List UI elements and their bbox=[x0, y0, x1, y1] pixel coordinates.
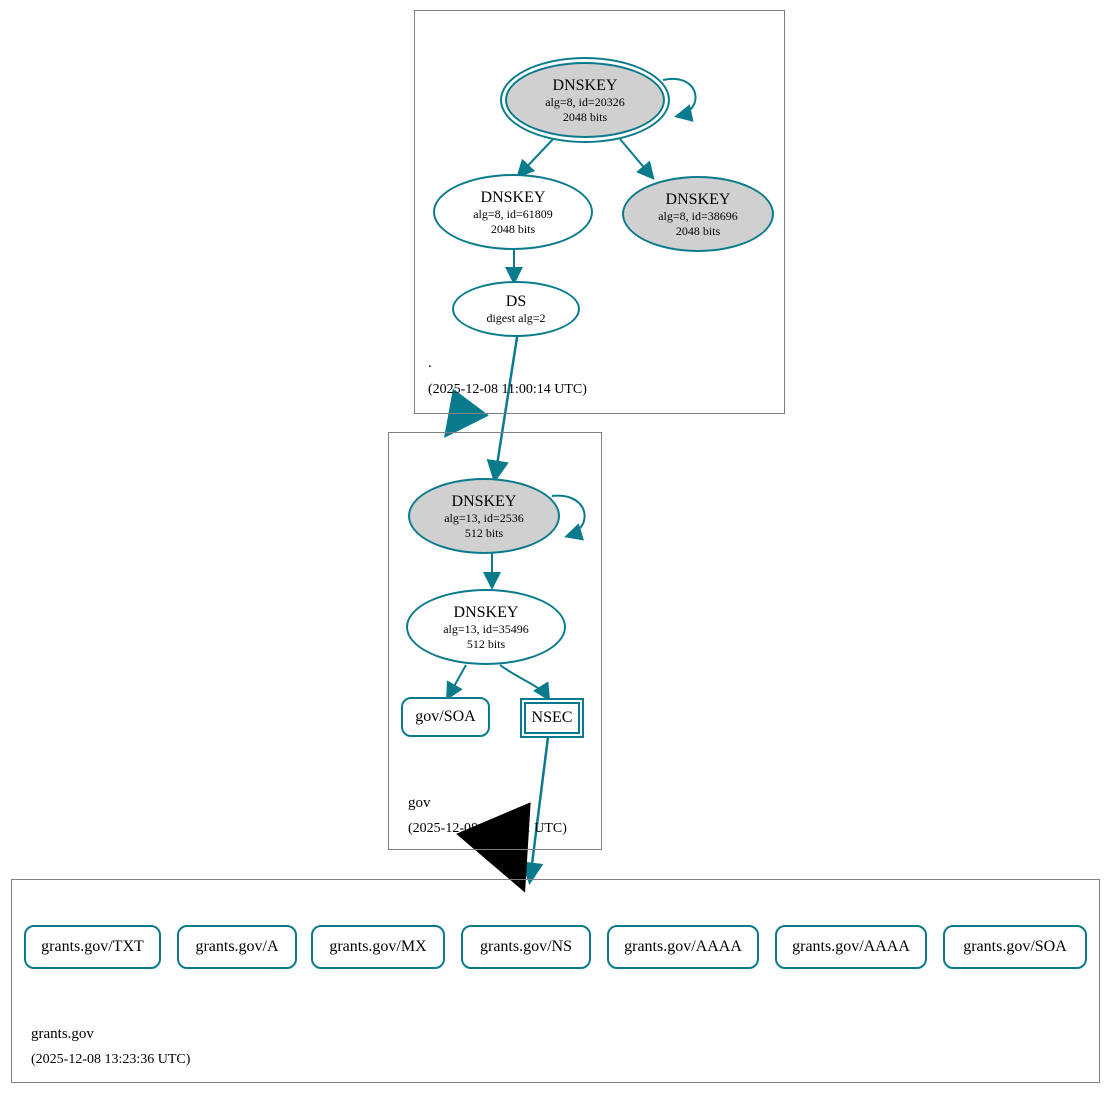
zone-timestamp-grants-gov: (2025-12-08 13:23:36 UTC) bbox=[31, 1052, 191, 1067]
node-dnskey-35496[interactable] bbox=[406, 589, 566, 665]
node-dnskey-20326[interactable] bbox=[505, 62, 665, 138]
node-dnskey-35496-size: 512 bits bbox=[466, 636, 506, 651]
node-dnskey-61809-type: DNSKEY bbox=[480, 188, 546, 206]
zone-timestamp-gov: (2025-12-08 12:11:31 UTC) bbox=[408, 821, 567, 836]
rrset-grants-gov-ns[interactable]: grants.gov/NS bbox=[461, 925, 591, 969]
node-dnskey-61809-size: 2048 bits bbox=[490, 221, 536, 236]
zone-name-gov: gov bbox=[408, 795, 431, 811]
rrset-grants-gov-txt[interactable]: grants.gov/TXT bbox=[24, 925, 161, 969]
node-dnskey-38696-type: DNSKEY bbox=[665, 190, 731, 208]
node-ds-digest: digest alg=2 bbox=[486, 311, 546, 325]
node-dnskey-61809[interactable] bbox=[433, 174, 593, 250]
node-dnskey-35496-alg: alg=13, id=35496 bbox=[443, 621, 529, 636]
node-dnskey-35496-type: DNSKEY bbox=[453, 603, 519, 621]
zone-name-root: . bbox=[428, 355, 432, 371]
node-dnskey-2536-alg: alg=13, id=2536 bbox=[444, 510, 524, 525]
node-dnskey-20326-size: 2048 bits bbox=[562, 109, 608, 124]
rrset-gov-soa[interactable]: gov/SOA bbox=[401, 697, 490, 737]
node-dnskey-38696-alg: alg=8, id=38696 bbox=[658, 208, 738, 223]
zone-name-grants-gov: grants.gov bbox=[31, 1026, 94, 1042]
node-ds-type: DS bbox=[505, 293, 527, 310]
node-dnskey-20326-alg: alg=8, id=20326 bbox=[545, 94, 625, 109]
node-dnskey-38696-size: 2048 bits bbox=[675, 223, 721, 238]
rrset-grants-gov-mx[interactable]: grants.gov/MX bbox=[311, 925, 445, 969]
node-dnskey-20326-type: DNSKEY bbox=[552, 76, 618, 94]
node-dnskey-38696[interactable] bbox=[622, 176, 774, 252]
nsec-node-gov[interactable]: NSEC bbox=[524, 702, 580, 734]
node-dnskey-2536[interactable] bbox=[408, 478, 560, 554]
rrset-grants-gov-aaaa-1[interactable]: grants.gov/AAAA bbox=[607, 925, 759, 969]
node-dnskey-61809-alg: alg=8, id=61809 bbox=[473, 206, 553, 221]
node-dnskey-2536-type: DNSKEY bbox=[451, 492, 517, 510]
rrset-grants-gov-a[interactable]: grants.gov/A bbox=[177, 925, 297, 969]
node-ds-digest-alg-2[interactable] bbox=[452, 281, 580, 337]
node-dnskey-2536-size: 512 bits bbox=[464, 525, 504, 540]
rrset-grants-gov-soa[interactable]: grants.gov/SOA bbox=[943, 925, 1087, 969]
zone-timestamp-root: (2025-12-08 11:00:14 UTC) bbox=[428, 382, 587, 397]
rrset-grants-gov-aaaa-2[interactable]: grants.gov/AAAA bbox=[775, 925, 927, 969]
edge-root-zone-to-gov-zone bbox=[450, 414, 462, 430]
